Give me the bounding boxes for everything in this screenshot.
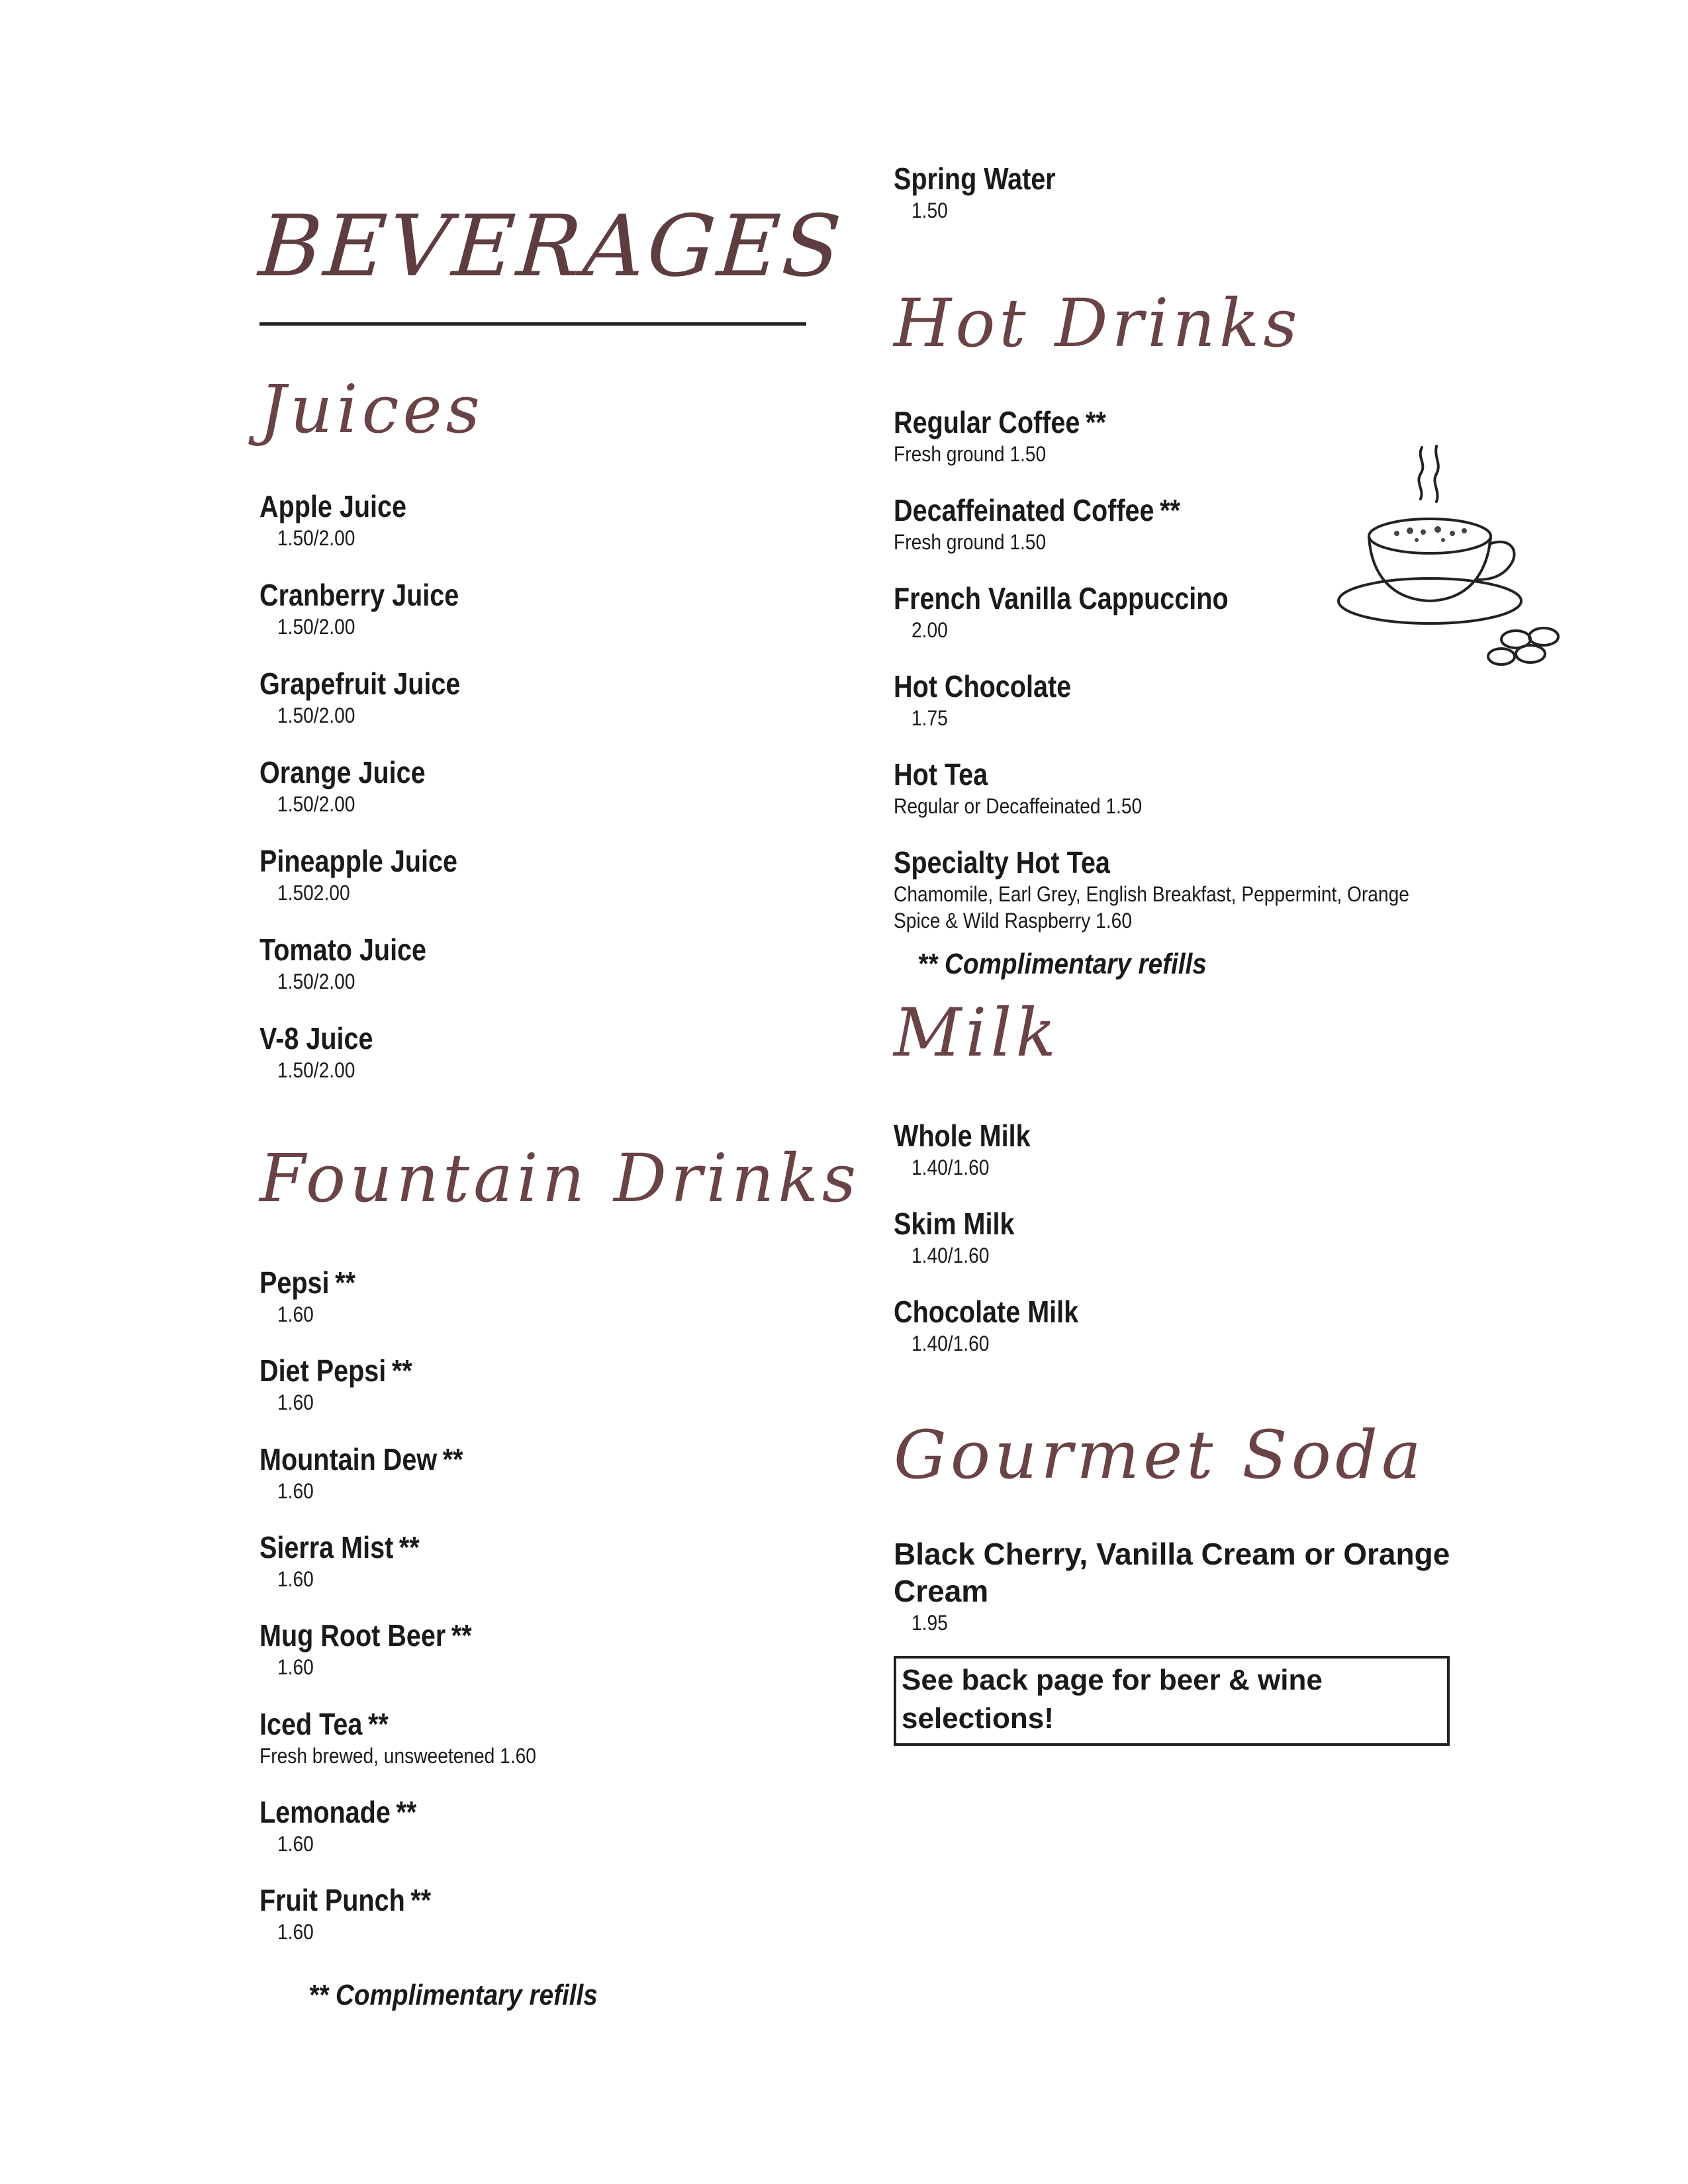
refill-stars: ** [367,1707,389,1741]
item-name: Apple Juice [259,489,407,523]
menu-item [894,580,1283,643]
item-price: 1.60 [277,1390,314,1414]
item-price: 1.50/2.00 [277,1058,355,1082]
item-name: Mug Root Beer [259,1618,446,1653]
item-name: Chocolate Milk [894,1295,1079,1329]
item-price: Spice & Wild Raspberry 1.60 [894,909,1132,933]
menu-item [894,1117,1053,1181]
menu-item [259,488,430,551]
item-name: Hot Tea [894,757,988,792]
menu-item [894,756,1176,819]
refill-stars: ** [396,1795,417,1829]
item-name: Pepsi [259,1265,330,1300]
item-price: 1.60 [277,1302,314,1326]
item-price: 1.40/1.60 [912,1156,990,1179]
item-name: Regular Coffee [894,405,1080,439]
item-price: Fresh ground 1.50 [894,442,1047,466]
item-price: 1.60 [277,1479,314,1503]
section-heading-milk: Milk [894,994,1060,1071]
item-price: 1.50/2.00 [277,792,355,816]
item-name: Black Cherry, Vanilla Cream or Orange Cream [894,1537,1450,1608]
menu-item [259,1352,437,1416]
menu-item [894,844,1479,934]
item-name: Sierra Mist [259,1530,394,1565]
menu-item [259,1529,445,1592]
item-price: 1.50/2.00 [277,704,355,727]
item-name: Fruit Punch [259,1883,405,1917]
item-name: French Vanilla Cappuccino [894,581,1229,615]
refill-stars: ** [1085,405,1106,439]
item-price: 1.60 [277,1567,314,1591]
menu-item [894,1535,1516,1636]
item-description: Chamomile, Earl Grey, English Breakfast, Peppermint, Orange [894,882,1409,906]
refill-note: ** Complimentary refills [917,948,1207,980]
menu-item [259,754,452,817]
menu-item [894,492,1227,555]
item-price: 1.75 [912,706,948,730]
refill-stars: ** [410,1883,432,1917]
item-price: Fresh ground 1.50 [894,530,1047,554]
item-name: V-8 Juice [259,1021,373,1056]
item-price: 1.50/2.00 [277,615,355,639]
menu-item [259,1264,371,1328]
item-name: Lemonade [259,1795,391,1829]
item-name: Pineapple Juice [259,844,458,878]
menu-item [259,842,490,906]
menu-item [259,1617,506,1680]
item-price: 1.60 [277,1832,314,1856]
refill-stars: ** [399,1530,420,1565]
item-name: Spring Water [894,161,1056,196]
item-price: 1.50 [912,199,948,222]
item-price: 1.60 [277,1655,314,1679]
menu-item [259,1020,391,1083]
item-name: Hot Chocolate [894,669,1072,704]
item-name: Cranberry Juice [259,578,459,612]
refill-note: ** Complimentary refills [308,1979,598,2011]
item-name: Specialty Hot Tea [894,845,1110,880]
back-page-note-text: See back page for beer & wine selections! [902,1664,1323,1735]
item-price: Fresh brewed, unsweetened 1.60 [259,1744,536,1768]
refill-stars: ** [442,1442,463,1477]
item-name: Grapefruit Juice [259,666,461,701]
item-name: Diet Pepsi [259,1353,387,1388]
refill-stars: ** [391,1353,412,1388]
refill-stars: ** [451,1618,472,1653]
item-name: Skim Milk [894,1206,1015,1241]
refill-stars: ** [335,1265,355,1300]
section-heading-gourmet-soda: Gourmet Soda [894,1416,1425,1494]
menu-item [259,576,491,640]
item-name: Whole Milk [894,1118,1031,1153]
item-price: 1.95 [912,1611,948,1635]
menu-item [894,160,1082,224]
menu-item [894,1205,1034,1269]
item-price: 1.40/1.60 [912,1244,990,1267]
item-price: 2.00 [912,618,948,642]
menu-item [894,668,1100,731]
item-price: 1.50/2.00 [277,970,355,993]
refill-stars: ** [1160,493,1180,527]
section-heading-juices: Juices [259,371,484,448]
menu-item [259,1706,574,1769]
menu-item [259,1794,442,1857]
item-name: Orange Juice [259,755,426,790]
item-name: Tomato Juice [259,933,427,967]
item-name: Decaffeinated Coffee [894,493,1154,527]
menu-item [894,404,1141,467]
page-title: BEVERAGES [256,197,847,296]
title-divider [259,322,806,326]
section-heading-fountain-drinks: Fountain Drinks [259,1140,861,1217]
item-price: 1.502.00 [277,881,350,905]
item-price: 1.40/1.60 [912,1332,990,1355]
item-price: Regular or Decaffeinated 1.50 [894,794,1143,818]
item-name: Iced Tea [259,1707,363,1741]
menu-item [259,1882,459,1945]
item-price: 1.50/2.00 [277,526,355,550]
menu-item [259,931,453,995]
menu-item [259,665,493,729]
item-price: 1.60 [277,1920,314,1944]
menu-item [894,1293,1109,1357]
coffee-cup-icon [1337,443,1575,682]
item-name: Mountain Dew [259,1442,438,1477]
menu-item [259,1441,496,1504]
section-heading-hot-drinks: Hot Drinks [894,285,1301,362]
back-page-note [894,1656,1450,1746]
